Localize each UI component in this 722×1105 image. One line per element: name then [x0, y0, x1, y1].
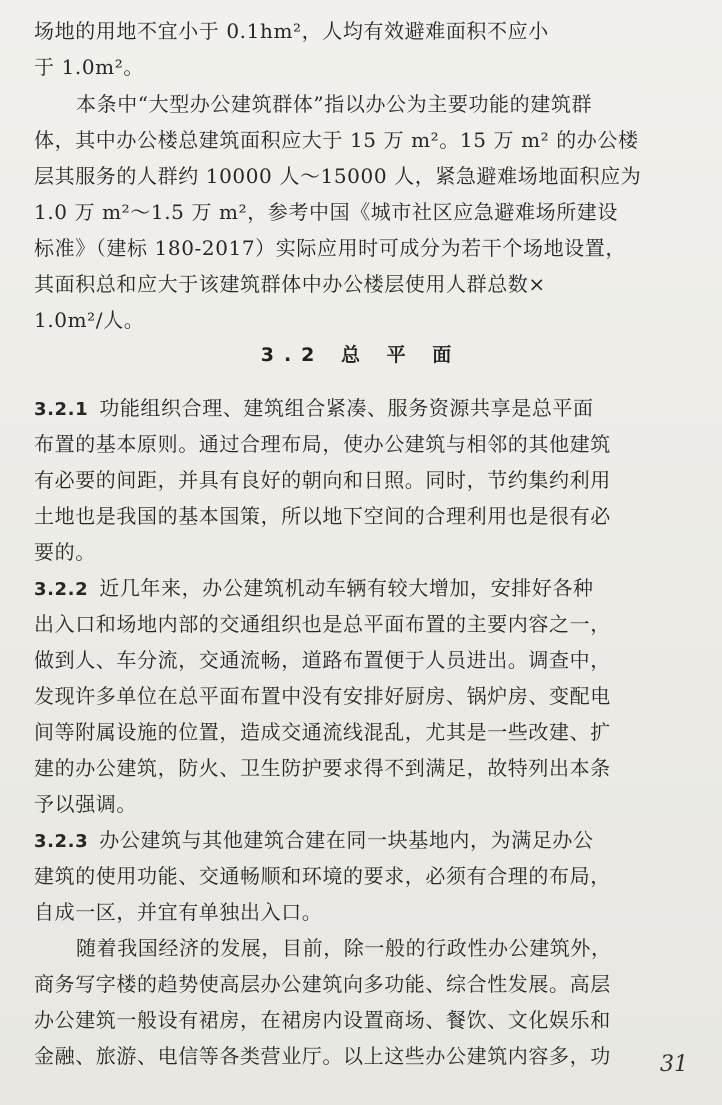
text-line: 层其服务的人群约 10000 人～15000 人，紧急避难场地面积应为	[34, 164, 642, 188]
clause-text: 办公建筑与其他建筑合建在同一块基地内，为满足办公	[99, 828, 594, 852]
text-line: 自成一区，并宜有单独出入口。	[34, 900, 323, 924]
text-line: 体，其中办公楼总建筑面积应大于 15 万 m²。15 万 m² 的办公楼	[34, 128, 639, 152]
text-line: 标准》（建标 180-2017）实际应用时可成分为若干个场地设置，	[34, 236, 626, 260]
text-line: 做到人、车分流，交通流畅，道路布置便于人员进出。调查中，	[34, 648, 611, 672]
text-line: 随着我国经济的发展，目前，除一般的行政性办公建筑外，	[76, 936, 612, 960]
text-line: 要的。	[34, 540, 96, 564]
text-line: 办公建筑一般设有裙房，在裙房内设置商场、餐饮、文化娱乐和	[34, 1008, 611, 1032]
clause-3-2-2-first-line	[34, 573, 594, 605]
text-line: 有必要的间距，并具有良好的朝向和日照。同时，节约集约利用	[34, 468, 611, 492]
clause-text: 功能组织合理、建筑组合紧凑、服务资源共享是总平面	[99, 396, 594, 420]
clause-3-2-3-first-line	[34, 825, 594, 857]
page-number: 31	[660, 1052, 688, 1077]
text-line: 予以强调。	[34, 792, 137, 816]
text-line: 建筑的使用功能、交通畅顺和环境的要求，必须有合理的布局，	[34, 864, 611, 888]
text-line: 1.0m²/人。	[34, 308, 145, 332]
text-line: 场地的用地不宜小于 0.1hm²，人均有效避难面积不应小	[34, 19, 549, 43]
clause-number: 3.2.2	[34, 579, 89, 600]
text-line: 金融、旅游、电信等各类营业厅。以上这些办公建筑内容多，功	[34, 1044, 611, 1068]
clause-text: 近几年来，办公建筑机动车辆有较大增加，安排好各种	[99, 576, 594, 600]
text-line: 土地也是我国的基本国策，所以地下空间的合理利用也是很有必	[34, 504, 611, 528]
clause-number: 3.2.1	[34, 399, 89, 420]
clause-3-2-1-first-line	[34, 393, 594, 425]
text-line: 布置的基本原则。通过合理布局，使办公建筑与相邻的其他建筑	[34, 432, 611, 456]
text-line: 发现许多单位在总平面布置中没有安排好厨房、锅炉房、变配电	[34, 684, 611, 708]
section-heading: 3.2 总 平 面	[260, 344, 462, 366]
text-line: 1.0 万 m²～1.5 万 m²，参考中国《城市社区应急避难场所建设	[34, 200, 619, 224]
text-line: 于 1.0m²。	[34, 55, 144, 79]
text-line: 本条中“大型办公建筑群体”指以办公为主要功能的建筑群	[76, 92, 593, 116]
text-line: 其面积总和应大于该建筑群体中办公楼层使用人群总数×	[34, 272, 546, 296]
text-line: 商务写字楼的趋势使高层办公建筑向多功能、综合性发展。高层	[34, 972, 611, 996]
text-line: 建的办公建筑，防火、卫生防护要求得不到满足，故特列出本条	[34, 756, 611, 780]
clause-number: 3.2.3	[34, 831, 89, 852]
text-line: 间等附属设施的位置，造成交通流线混乱，尤其是一些改建、扩	[34, 720, 611, 744]
text-line: 出入口和场地内部的交通组织也是总平面布置的主要内容之一，	[34, 612, 611, 636]
